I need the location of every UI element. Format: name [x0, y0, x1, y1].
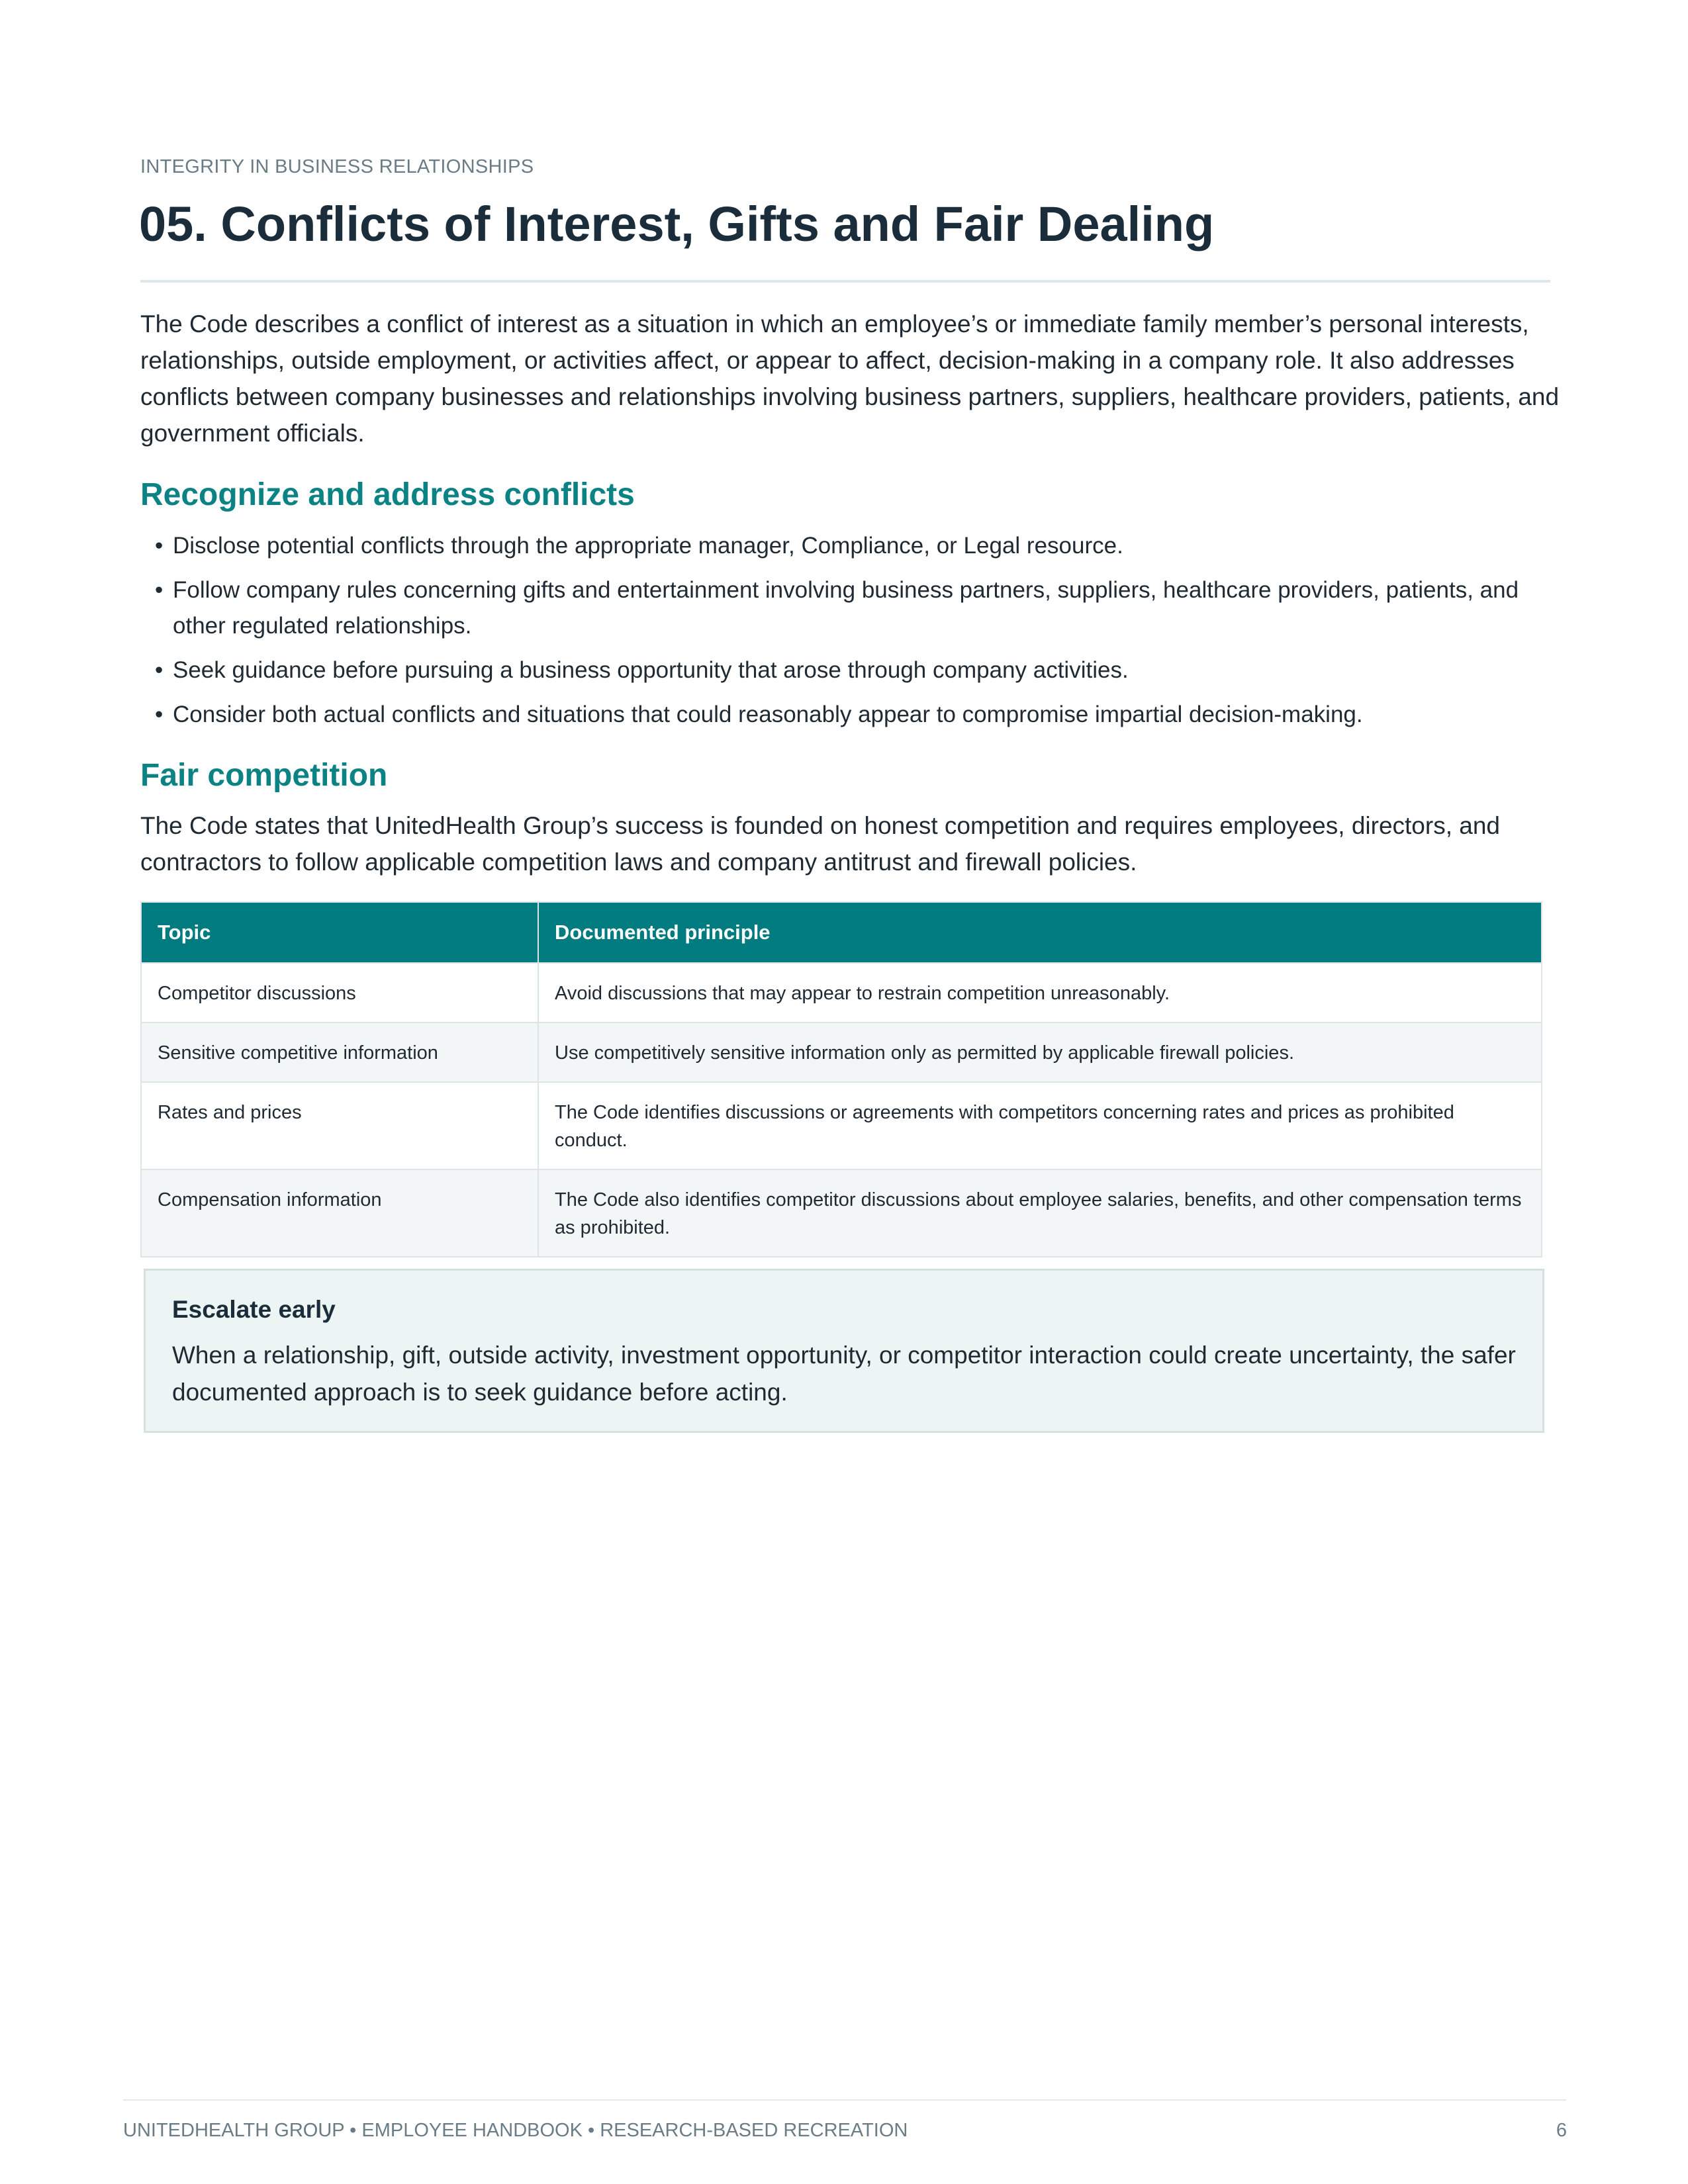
bullet-item — [155, 653, 1565, 688]
bullet-text: Seek guidance before pursuing a business opportunity that arose through company activities. — [173, 657, 1129, 683]
table-row — [141, 1169, 1542, 1257]
page-number: 6 — [1556, 2120, 1567, 2141]
recognize-heading: Recognize and address conflicts — [140, 477, 635, 512]
footer-text: UNITEDHEALTH GROUP • EMPLOYEE HANDBOOK • RESEARCH-BASED RECREATION — [123, 2120, 908, 2141]
principles-table — [140, 901, 1542, 1257]
table-row — [141, 963, 1542, 1023]
bullet-marker: • — [155, 577, 164, 603]
competition-heading: Fair competition — [140, 758, 388, 793]
topic-cell: Rates and prices — [141, 1082, 538, 1169]
table-header-row — [141, 902, 1542, 963]
principle-cell: Use competitively sensitive information only as permitted by applicable firewall policies. — [538, 1023, 1542, 1082]
table-row — [141, 1082, 1542, 1169]
section-kicker: INTEGRITY IN BUSINESS RELATIONSHIPS — [140, 156, 534, 177]
bullet-item — [155, 697, 1565, 733]
callout-body: When a relationship, gift, outside activity, investment opportunity, or competitor interaction could create uncertainty, the safer documented approach is to seek guidance before acting. — [172, 1342, 1516, 1406]
topic-cell: Sensitive competitive information — [141, 1023, 538, 1082]
competition-paragraph: The Code states that UnitedHealth Group’s success is founded on honest competition and requires employees, directors, and contractors to follow applicable competition laws and company antitrust and firewall policies. — [140, 812, 1500, 876]
topic-cell: Competitor discussions — [141, 963, 538, 1023]
principle-cell: Avoid discussions that may appear to restrain competition unreasonably. — [538, 963, 1542, 1023]
footer-divider — [123, 2099, 1566, 2101]
recognize-bullet-list — [155, 528, 1565, 741]
column-header-topic: Topic — [141, 902, 538, 963]
page-title: 05. Conflicts of Interest, Gifts and Fair Dealing — [139, 197, 1215, 251]
bullet-marker: • — [155, 533, 164, 559]
bullet-marker: • — [155, 702, 164, 727]
bullet-text: Follow company rules concerning gifts and entertainment involving business partners, suppliers, healthcare providers, patients, and other regulated relationships. — [173, 577, 1519, 639]
bullet-marker: • — [155, 657, 164, 683]
topic-cell: Compensation information — [141, 1169, 538, 1257]
title-divider — [140, 280, 1550, 283]
column-header-principle: Documented principle — [538, 902, 1542, 963]
bullet-item — [155, 572, 1565, 644]
principle-cell: The Code identifies discussions or agreements with competitors concerning rates and prices as prohibited conduct. — [538, 1082, 1542, 1169]
table-row — [141, 1023, 1542, 1082]
bullet-item — [155, 528, 1565, 564]
callout-title: Escalate early — [172, 1296, 336, 1323]
bullet-text: Disclose potential conflicts through the appropriate manager, Compliance, or Legal resource. — [173, 533, 1123, 559]
intro-paragraph: The Code describes a conflict of interest as a situation in which an employee’s or immediate family member’s personal interests, relationships, outside employment, or activities affect, or appear to affect, decision-making in a company role. It also addresses conflicts between company businesses and relationships involving business partners, suppliers, healthcare providers, patients, and government officials. — [140, 310, 1560, 447]
principle-cell: The Code also identifies competitor discussions about employee salaries, benefits, and other compensation terms as prohibited. — [538, 1169, 1542, 1257]
bullet-text: Consider both actual conflicts and situations that could reasonably appear to compromise impartial decision-making. — [173, 702, 1363, 727]
